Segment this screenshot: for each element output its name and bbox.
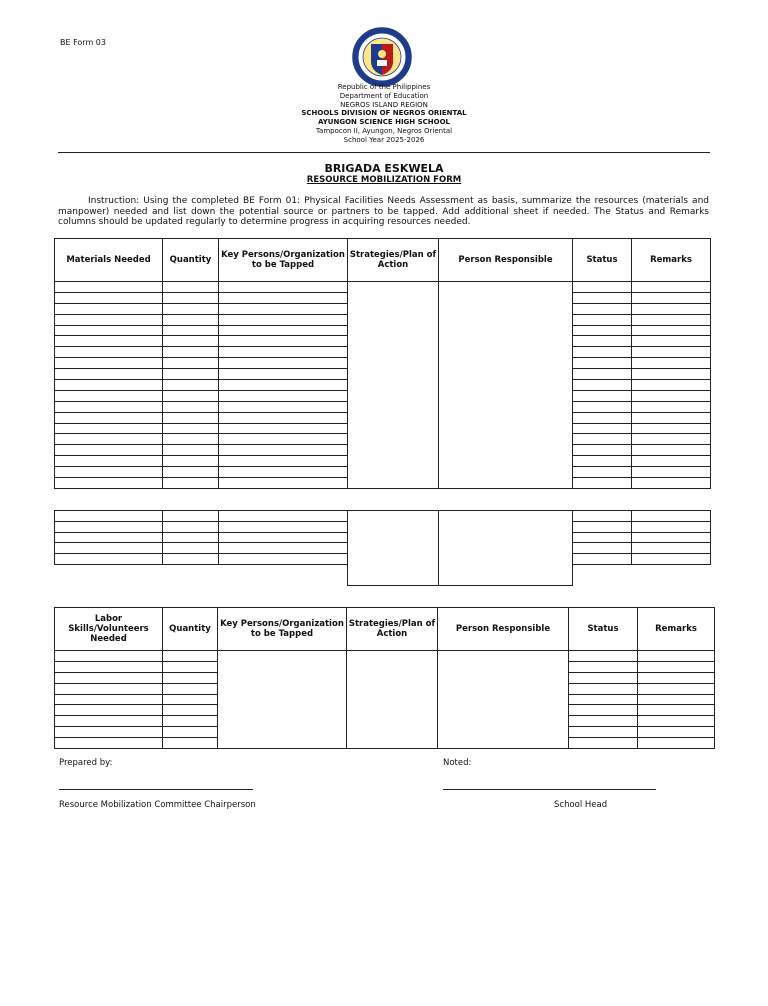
- table-cell[interactable]: [632, 467, 711, 478]
- table-cell[interactable]: [632, 543, 711, 554]
- table-cell[interactable]: [219, 521, 348, 532]
- table-cell[interactable]: [219, 554, 348, 565]
- letterhead: [234, 83, 534, 145]
- table-cell[interactable]: [573, 358, 632, 369]
- col-header-person-responsible: Person Responsible: [438, 608, 569, 651]
- table-cell[interactable]: [573, 292, 632, 303]
- table-cell[interactable]: [219, 478, 348, 489]
- table-cell[interactable]: [219, 303, 348, 314]
- table-cell[interactable]: [55, 716, 163, 727]
- table-cell[interactable]: [55, 434, 163, 445]
- table-cell[interactable]: [632, 401, 711, 412]
- table-cell[interactable]: [632, 456, 711, 467]
- table-cell[interactable]: [638, 651, 715, 662]
- table-cell[interactable]: [573, 303, 632, 314]
- table-cell[interactable]: [163, 543, 219, 554]
- table-cell[interactable]: [55, 336, 163, 347]
- table-cell[interactable]: [219, 369, 348, 380]
- table-cell[interactable]: [219, 467, 348, 478]
- prepared-by-label: Prepared by:: [59, 758, 113, 768]
- col-header-key-persons: Key Persons/Organization to be Tapped: [219, 239, 348, 282]
- col-header-labor: Labor Skills/Volunteers Needed: [55, 608, 163, 651]
- letterhead-line: Republic of the Philippines: [337, 83, 431, 91]
- table-cell[interactable]: [55, 672, 163, 683]
- table-cell[interactable]: [163, 511, 219, 522]
- table-cell[interactable]: [573, 347, 632, 358]
- table-cell[interactable]: [638, 716, 715, 727]
- empty-cell: [55, 564, 163, 585]
- col-header-key-persons: Key Persons/Organization to be Tapped: [218, 608, 347, 651]
- form-code: BE Form 03: [60, 38, 106, 47]
- table-cell[interactable]: [55, 423, 163, 434]
- table-cell[interactable]: [55, 532, 163, 543]
- table-cell[interactable]: [569, 716, 638, 727]
- table-cell[interactable]: [573, 412, 632, 423]
- table-cell[interactable]: [632, 412, 711, 423]
- form-subtitle: RESOURCE MOBILIZATION FORM: [306, 175, 462, 185]
- table-cell[interactable]: [632, 532, 711, 543]
- table-cell[interactable]: [163, 456, 219, 467]
- instruction-text: Instruction: Using the completed BE Form 01: Physical Facilities Needs Assessment as basis, summarize the resources (materials and manpower) needed and list down the potential source or partners to be tapped. Add additional sheet if needed. The Status and Remarks columns should be updated regularly to determine progress in acquiring resources needed.: [58, 196, 709, 228]
- table-cell[interactable]: [163, 661, 218, 672]
- table-cell[interactable]: [573, 532, 632, 543]
- table-cell[interactable]: [55, 521, 163, 532]
- table-cell[interactable]: [163, 434, 219, 445]
- table-cell[interactable]: [632, 445, 711, 456]
- table-cell[interactable]: [569, 738, 638, 749]
- table-cell[interactable]: [163, 554, 219, 565]
- col-header-materials: Materials Needed: [55, 239, 163, 282]
- table-cell[interactable]: [569, 683, 638, 694]
- table-cell[interactable]: [219, 532, 348, 543]
- merged-cell[interactable]: [347, 651, 438, 749]
- table-cell[interactable]: [163, 347, 219, 358]
- table-cell[interactable]: [638, 727, 715, 738]
- table-cell[interactable]: [632, 521, 711, 532]
- merged-cell[interactable]: [348, 511, 439, 586]
- table-cell[interactable]: [638, 705, 715, 716]
- table-cell[interactable]: [163, 303, 219, 314]
- table-cell[interactable]: [55, 727, 163, 738]
- table-row: [55, 651, 715, 662]
- prepared-role: Resource Mobilization Committee Chairperson: [59, 800, 256, 810]
- table-cell[interactable]: [573, 554, 632, 565]
- table-cell[interactable]: [163, 325, 219, 336]
- labor-table: [54, 607, 715, 749]
- empty-cell: [219, 564, 348, 585]
- table-cell[interactable]: [219, 325, 348, 336]
- table-cell[interactable]: [569, 672, 638, 683]
- table-cell[interactable]: [163, 401, 219, 412]
- table-cell[interactable]: [219, 347, 348, 358]
- table-cell[interactable]: [55, 369, 163, 380]
- col-header-quantity: Quantity: [163, 239, 219, 282]
- materials-table: [54, 238, 711, 489]
- table-cell[interactable]: [163, 672, 218, 683]
- table-cell[interactable]: [163, 380, 219, 391]
- table-cell[interactable]: [163, 282, 219, 293]
- table-cell[interactable]: [573, 325, 632, 336]
- table-cell[interactable]: [632, 434, 711, 445]
- table-cell[interactable]: [55, 456, 163, 467]
- table-cell[interactable]: [163, 369, 219, 380]
- table-cell[interactable]: [219, 511, 348, 522]
- table-cell[interactable]: [632, 369, 711, 380]
- table-cell[interactable]: [632, 314, 711, 325]
- empty-cell: [632, 564, 711, 585]
- table-cell[interactable]: [638, 738, 715, 749]
- school-year: School Year 2025-2026: [343, 135, 425, 144]
- table-cell[interactable]: [55, 683, 163, 694]
- noted-role: School Head: [554, 800, 608, 810]
- merged-cell[interactable]: [218, 651, 347, 749]
- deped-seal-icon: [352, 27, 412, 87]
- table-cell[interactable]: [573, 314, 632, 325]
- table-cell[interactable]: [573, 521, 632, 532]
- table-cell[interactable]: [55, 554, 163, 565]
- table-cell[interactable]: [55, 358, 163, 369]
- table-cell[interactable]: [55, 543, 163, 554]
- materials-continuation-table: [54, 510, 711, 586]
- table-cell[interactable]: [163, 683, 218, 694]
- merged-cell[interactable]: [438, 651, 569, 749]
- table-cell[interactable]: [573, 478, 632, 489]
- table-cell[interactable]: [163, 358, 219, 369]
- table-cell[interactable]: [163, 651, 218, 662]
- table-cell[interactable]: [219, 358, 348, 369]
- form-title: BRIGADA ESKWELA: [324, 162, 444, 175]
- table-cell[interactable]: [573, 390, 632, 401]
- merged-cell[interactable]: [348, 282, 439, 489]
- table-cell[interactable]: [55, 401, 163, 412]
- table-cell[interactable]: [632, 511, 711, 522]
- table-cell[interactable]: [573, 467, 632, 478]
- table-cell[interactable]: [55, 467, 163, 478]
- table-cell[interactable]: [632, 282, 711, 293]
- table-row: [55, 511, 711, 522]
- table-cell[interactable]: [55, 380, 163, 391]
- table-cell[interactable]: [219, 423, 348, 434]
- table-cell[interactable]: [569, 651, 638, 662]
- table-cell[interactable]: [573, 511, 632, 522]
- table-cell[interactable]: [55, 282, 163, 293]
- table-cell[interactable]: [569, 705, 638, 716]
- table-cell[interactable]: [163, 521, 219, 532]
- letterhead-line: Department of Education: [339, 91, 429, 100]
- table-cell[interactable]: [163, 412, 219, 423]
- table-cell[interactable]: [573, 434, 632, 445]
- table-cell[interactable]: [569, 694, 638, 705]
- table-cell[interactable]: [573, 282, 632, 293]
- table-cell[interactable]: [55, 651, 163, 662]
- table-cell[interactable]: [632, 554, 711, 565]
- table-cell[interactable]: [163, 314, 219, 325]
- letterhead-line: NEGROS ISLAND REGION: [340, 100, 428, 109]
- table-cell[interactable]: [163, 478, 219, 489]
- table-cell[interactable]: [163, 336, 219, 347]
- table-cell[interactable]: [573, 445, 632, 456]
- table-cell[interactable]: [55, 412, 163, 423]
- table-cell[interactable]: [632, 347, 711, 358]
- table-cell[interactable]: [55, 705, 163, 716]
- table-cell[interactable]: [632, 325, 711, 336]
- table-cell[interactable]: [163, 467, 219, 478]
- table-cell[interactable]: [55, 303, 163, 314]
- table-cell[interactable]: [632, 390, 711, 401]
- table-cell[interactable]: [573, 423, 632, 434]
- table-header-row: [55, 608, 715, 651]
- table-cell[interactable]: [219, 292, 348, 303]
- col-header-person-responsible: Person Responsible: [439, 239, 573, 282]
- table-cell[interactable]: [55, 511, 163, 522]
- table-cell[interactable]: [573, 543, 632, 554]
- table-cell[interactable]: [219, 401, 348, 412]
- prepared-signature-line: [59, 789, 253, 790]
- table-cell[interactable]: [638, 661, 715, 672]
- table-cell[interactable]: [163, 390, 219, 401]
- table-cell[interactable]: [55, 347, 163, 358]
- noted-signature-line: [443, 789, 656, 790]
- table-cell[interactable]: [163, 292, 219, 303]
- table-cell[interactable]: [632, 478, 711, 489]
- table-cell[interactable]: [219, 543, 348, 554]
- table-cell[interactable]: [638, 683, 715, 694]
- table-cell[interactable]: [163, 738, 218, 749]
- table-cell[interactable]: [163, 694, 218, 705]
- table-cell[interactable]: [632, 423, 711, 434]
- col-header-remarks: Remarks: [638, 608, 715, 651]
- noted-label: Noted:: [443, 758, 472, 768]
- table-row: [55, 282, 711, 293]
- division-name: SCHOOLS DIVISION OF NEGROS ORIENTAL: [301, 109, 467, 118]
- table-cell[interactable]: [573, 401, 632, 412]
- table-cell[interactable]: [573, 380, 632, 391]
- table-cell[interactable]: [163, 423, 219, 434]
- header-divider: [58, 152, 710, 153]
- table-cell[interactable]: [55, 292, 163, 303]
- table-cell[interactable]: [219, 282, 348, 293]
- table-cell[interactable]: [163, 445, 219, 456]
- col-header-strategies: Strategies/Plan of Action: [348, 239, 439, 282]
- table-cell[interactable]: [219, 434, 348, 445]
- table-cell[interactable]: [163, 716, 218, 727]
- table-cell[interactable]: [638, 694, 715, 705]
- table-cell[interactable]: [219, 380, 348, 391]
- table-cell[interactable]: [219, 314, 348, 325]
- table-cell[interactable]: [632, 292, 711, 303]
- col-header-status: Status: [573, 239, 632, 282]
- table-cell[interactable]: [632, 380, 711, 391]
- table-cell[interactable]: [638, 672, 715, 683]
- col-header-status: Status: [569, 608, 638, 651]
- table-cell[interactable]: [55, 325, 163, 336]
- table-cell[interactable]: [55, 694, 163, 705]
- table-cell[interactable]: [55, 478, 163, 489]
- table-cell[interactable]: [55, 390, 163, 401]
- table-cell[interactable]: [219, 456, 348, 467]
- table-cell[interactable]: [569, 727, 638, 738]
- table-cell[interactable]: [55, 445, 163, 456]
- table-cell[interactable]: [55, 314, 163, 325]
- table-cell[interactable]: [55, 738, 163, 749]
- table-cell[interactable]: [632, 358, 711, 369]
- school-address: Tampocon II, Ayungon, Negros Oriental: [315, 126, 453, 135]
- table-cell[interactable]: [632, 303, 711, 314]
- table-cell[interactable]: [219, 390, 348, 401]
- table-header-row: [55, 239, 711, 282]
- merged-cell[interactable]: [439, 282, 573, 489]
- table-cell[interactable]: [219, 445, 348, 456]
- table-cell[interactable]: [219, 336, 348, 347]
- table-cell[interactable]: [573, 336, 632, 347]
- table-cell[interactable]: [219, 412, 348, 423]
- empty-cell: [163, 564, 219, 585]
- col-header-quantity: Quantity: [163, 608, 218, 651]
- table-cell[interactable]: [163, 705, 218, 716]
- col-header-remarks: Remarks: [632, 239, 711, 282]
- col-header-strategies: Strategies/Plan of Action: [347, 608, 438, 651]
- table-cell[interactable]: [163, 727, 218, 738]
- merged-cell[interactable]: [439, 511, 573, 586]
- table-cell[interactable]: [632, 336, 711, 347]
- empty-cell: [573, 564, 632, 585]
- table-cell[interactable]: [569, 661, 638, 672]
- school-name: AYUNGON SCIENCE HIGH SCHOOL: [317, 118, 451, 127]
- table-cell[interactable]: [55, 661, 163, 672]
- table-cell[interactable]: [573, 456, 632, 467]
- table-cell[interactable]: [163, 532, 219, 543]
- table-cell[interactable]: [573, 369, 632, 380]
